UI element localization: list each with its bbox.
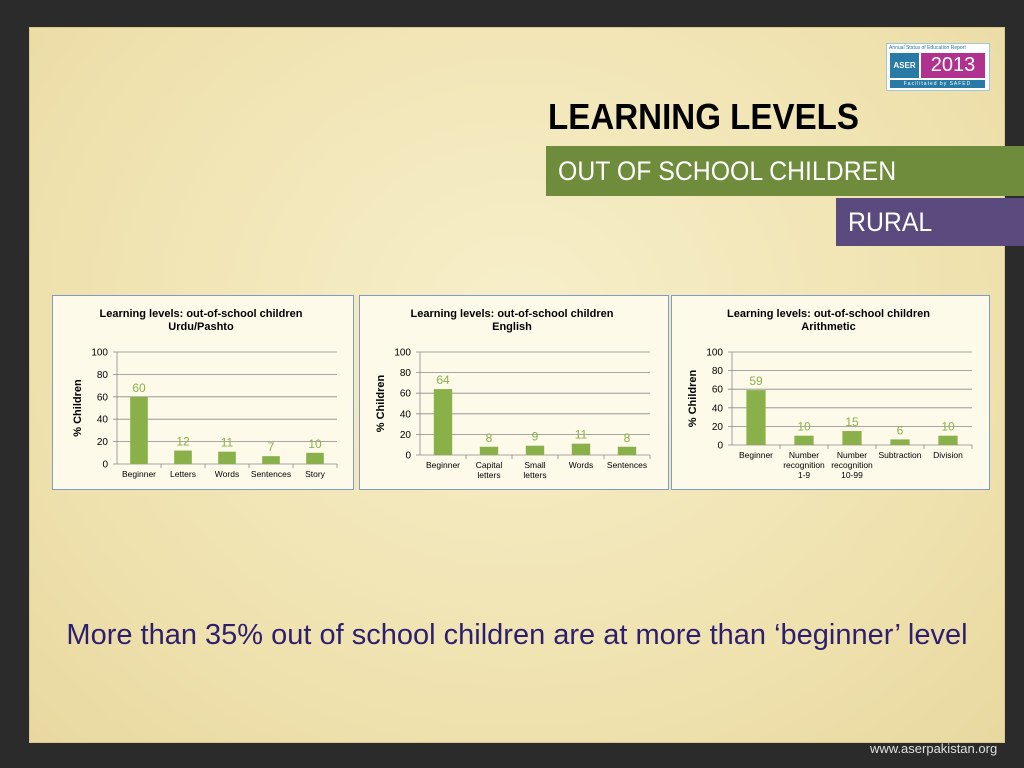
bar bbox=[572, 444, 590, 455]
bar bbox=[218, 452, 236, 464]
key-message: More than 35% out of school children are at more than ‘beginner’ level bbox=[66, 619, 968, 651]
y-tick-label: 40 bbox=[711, 403, 723, 415]
category-label: Beginner bbox=[425, 460, 461, 470]
logo-year: 2013 bbox=[921, 53, 985, 78]
y-axis-label: % Children bbox=[375, 374, 387, 433]
data-label: 10 bbox=[941, 419, 955, 434]
y-tick-label: 0 bbox=[405, 450, 411, 462]
bar bbox=[434, 389, 452, 455]
category-label: Number bbox=[836, 450, 868, 460]
category-label: Sentences bbox=[606, 460, 648, 470]
bar bbox=[262, 456, 280, 464]
chart-title-line: Urdu/Pashto bbox=[168, 321, 234, 333]
bar bbox=[746, 390, 765, 445]
y-tick-label: 40 bbox=[399, 409, 411, 421]
data-label: 64 bbox=[436, 373, 450, 388]
y-tick-label: 60 bbox=[96, 392, 108, 404]
chart-svg bbox=[360, 296, 668, 489]
bar bbox=[794, 436, 813, 445]
category-label: 1-9 bbox=[797, 470, 811, 480]
category-label: Words bbox=[214, 469, 240, 479]
page-title: LEARNING LEVELS bbox=[548, 96, 859, 137]
data-label: 60 bbox=[132, 380, 146, 395]
y-tick-label: 100 bbox=[394, 347, 411, 359]
y-axis-label: % Children bbox=[687, 369, 699, 428]
data-label: 12 bbox=[176, 434, 190, 449]
y-tick-label: 0 bbox=[717, 440, 723, 452]
bar bbox=[842, 431, 861, 445]
area-band bbox=[836, 198, 1024, 246]
data-label: 6 bbox=[896, 423, 904, 438]
y-tick-label: 20 bbox=[399, 429, 411, 441]
y-tick-label: 0 bbox=[102, 459, 108, 471]
chart-title-line: Learning levels: out-of-school children bbox=[727, 308, 930, 320]
y-tick-label: 60 bbox=[711, 384, 723, 396]
y-tick-label: 20 bbox=[711, 421, 723, 433]
data-label: 7 bbox=[267, 440, 275, 455]
data-label: 11 bbox=[220, 435, 234, 450]
y-axis-label: % Children bbox=[72, 379, 84, 437]
chart-arithmetic bbox=[671, 295, 990, 490]
bar bbox=[526, 446, 544, 455]
logo-aser-text: ASER bbox=[890, 53, 919, 78]
chart-title-line: Learning levels: out-of-school children bbox=[410, 308, 614, 320]
chart-svg bbox=[53, 296, 353, 489]
aser-logo bbox=[886, 43, 990, 91]
category-label: letters bbox=[523, 470, 547, 480]
y-tick-label: 20 bbox=[96, 437, 108, 449]
y-tick-label: 60 bbox=[399, 388, 411, 400]
bar bbox=[306, 453, 324, 464]
data-label: 9 bbox=[531, 429, 539, 444]
bar bbox=[174, 451, 192, 464]
category-label: Subtraction bbox=[878, 450, 922, 460]
y-tick-label: 80 bbox=[96, 369, 108, 381]
y-tick-label: 40 bbox=[96, 414, 108, 426]
bar bbox=[130, 397, 148, 464]
chart-english bbox=[359, 295, 669, 490]
data-label: 59 bbox=[749, 374, 763, 389]
chart-svg bbox=[672, 296, 989, 489]
chart-urdu-pashto bbox=[52, 295, 354, 490]
category-label: Small bbox=[524, 460, 546, 470]
subtitle-band bbox=[546, 146, 1024, 196]
data-label: 8 bbox=[623, 430, 631, 445]
category-label: 10-99 bbox=[841, 470, 863, 480]
chart-title-line: Learning levels: out-of-school children bbox=[99, 308, 303, 320]
category-label: Letters bbox=[170, 469, 196, 479]
logo-bottom-text: Facilitated by SAFED bbox=[890, 80, 985, 88]
category-label: Sentences bbox=[250, 469, 292, 479]
chart-title-line: Arithmetic bbox=[801, 321, 856, 333]
category-label: recognition bbox=[831, 460, 873, 470]
chart-title-line: English bbox=[492, 321, 532, 333]
y-tick-label: 80 bbox=[711, 366, 723, 378]
category-label: letters bbox=[477, 470, 501, 480]
data-label: 8 bbox=[485, 430, 493, 445]
category-label: Story bbox=[305, 469, 325, 479]
data-label: 11 bbox=[574, 427, 588, 442]
y-tick-label: 100 bbox=[706, 347, 723, 359]
category-label: Capital bbox=[475, 460, 503, 470]
area-text: RURAL bbox=[848, 207, 933, 237]
category-label: Words bbox=[568, 460, 594, 470]
bar bbox=[480, 447, 498, 455]
data-label: 10 bbox=[308, 436, 322, 451]
category-label: Division bbox=[933, 450, 963, 460]
bar bbox=[938, 436, 957, 445]
category-label: recognition bbox=[783, 460, 825, 470]
y-tick-label: 100 bbox=[91, 347, 108, 359]
subtitle-text: OUT OF SCHOOL CHILDREN bbox=[558, 156, 897, 186]
logo-top-text: Annual Status of Education Report bbox=[889, 45, 966, 51]
bar bbox=[890, 439, 909, 445]
data-label: 10 bbox=[797, 419, 811, 434]
y-tick-label: 80 bbox=[399, 368, 411, 380]
category-label: Number bbox=[788, 450, 820, 460]
category-label: Beginner bbox=[121, 469, 157, 479]
data-label: 15 bbox=[845, 415, 859, 430]
category-label: Beginner bbox=[738, 450, 774, 460]
footer-url: www.aserpakistan.org bbox=[870, 741, 998, 756]
bar bbox=[618, 447, 636, 455]
